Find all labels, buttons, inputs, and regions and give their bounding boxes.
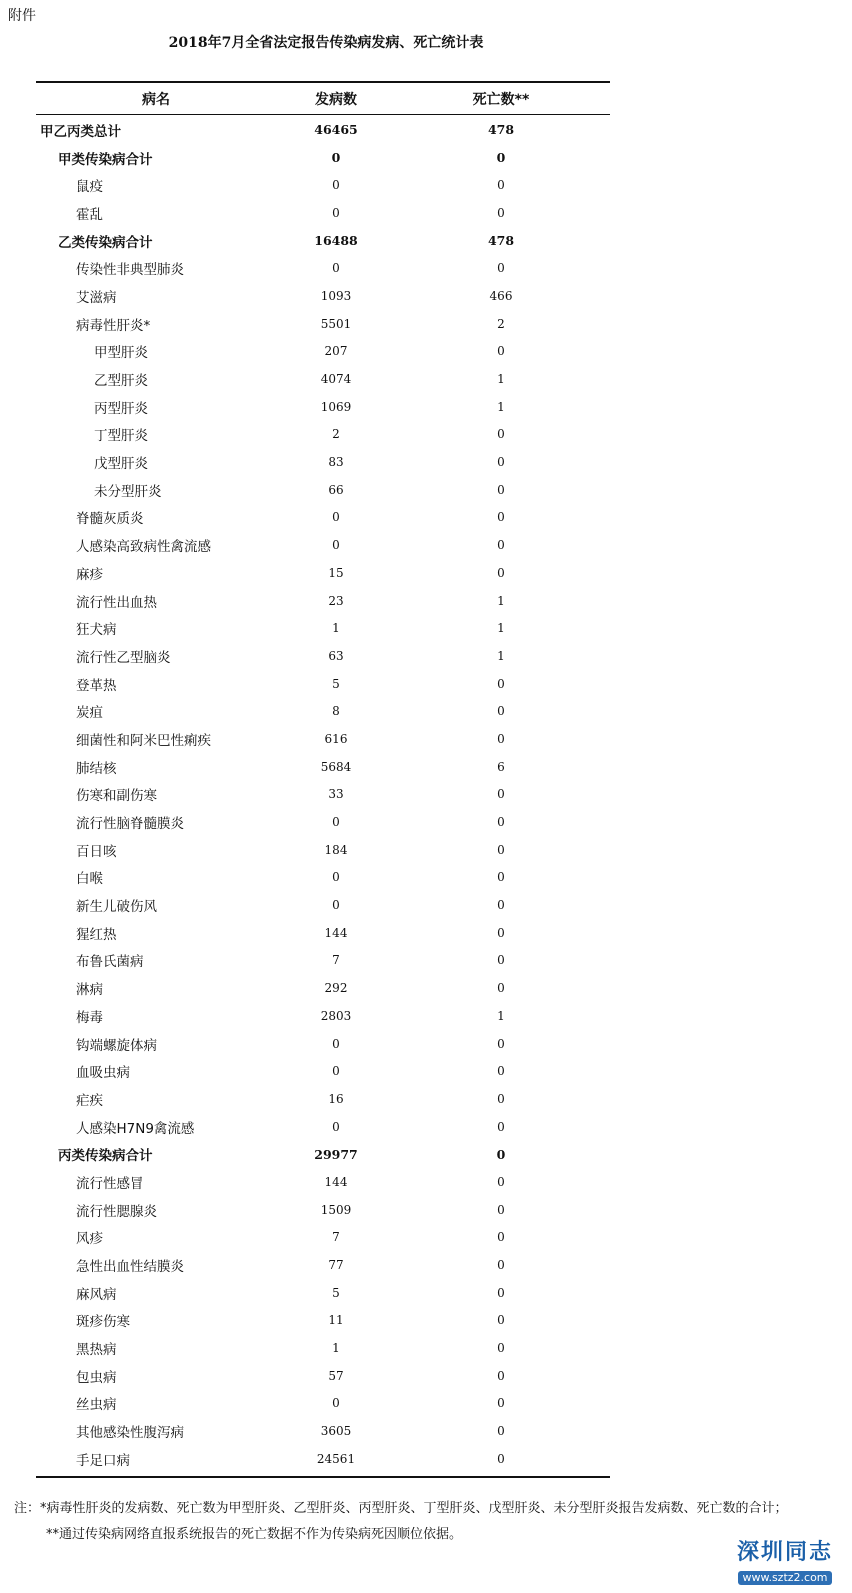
cases-cell: 0 [332, 870, 340, 885]
disease-name-cell: 甲型肝炎 [94, 345, 148, 362]
table-row [36, 504, 610, 532]
deaths-cell: 0 [497, 731, 505, 746]
table-row [36, 1307, 610, 1335]
cases-cell: 8 [332, 704, 340, 719]
table-row [36, 144, 610, 172]
watermark-url: www.sztz2.com [738, 1571, 831, 1585]
deaths-cell: 1 [497, 621, 505, 636]
table-row [36, 725, 610, 753]
watermark-name: 深圳同志 [736, 1540, 833, 1565]
cases-cell: 0 [332, 1036, 340, 1051]
deaths-cell: 6 [497, 759, 505, 774]
table-row [36, 1113, 610, 1141]
deaths-cell: 0 [497, 261, 505, 276]
deaths-cell: 0 [497, 1396, 505, 1411]
disease-name-cell: 血吸虫病 [76, 1065, 130, 1082]
deaths-cell: 0 [497, 1119, 505, 1134]
deaths-cell: 0 [497, 815, 505, 830]
disease-name-cell: 疟疾 [76, 1092, 103, 1109]
table-row [36, 1224, 610, 1252]
page-title: 2018年7月全省法定报告传染病发病、死亡统计表 [168, 35, 484, 51]
cases-cell: 0 [332, 510, 340, 525]
cases-cell: 1 [332, 621, 340, 636]
deaths-cell: 1 [497, 372, 505, 387]
cases-cell: 0 [331, 150, 341, 166]
deaths-cell: 0 [497, 1341, 505, 1356]
disease-name-cell: 黑热病 [76, 1342, 117, 1359]
cases-cell: 57 [328, 1368, 344, 1383]
table-row [36, 587, 610, 615]
table-row [36, 199, 610, 227]
disease-name-cell: 伤寒和副伤寒 [76, 788, 157, 805]
deaths-cell: 0 [497, 1258, 505, 1273]
deaths-cell: 0 [497, 787, 505, 802]
table-row [36, 1251, 610, 1279]
disease-name-cell: 钩端螺旋体病 [76, 1037, 157, 1054]
deaths-cell: 0 [497, 178, 505, 193]
disease-name-cell: 白喉 [76, 871, 103, 888]
disease-name-cell: 斑疹伤寒 [76, 1314, 130, 1331]
disease-name-cell: 急性出血性结膜炎 [76, 1259, 184, 1276]
deaths-cell: 1 [497, 648, 505, 663]
table-row [36, 254, 610, 282]
deaths-cell: 0 [497, 205, 505, 220]
table-row [36, 476, 610, 504]
table-row [36, 753, 610, 781]
disease-name-cell: 风疹 [76, 1231, 103, 1248]
deaths-cell: 0 [497, 510, 505, 525]
table-row [36, 393, 610, 421]
cases-cell: 11 [328, 1313, 344, 1328]
table-row [36, 1140, 610, 1168]
deaths-cell: 1 [497, 1008, 505, 1023]
deaths-cell: 1 [497, 399, 505, 414]
disease-name-cell: 流行性脑脊髓膜炎 [76, 816, 184, 833]
table-row [36, 974, 610, 1002]
cases-cell: 63 [328, 648, 344, 663]
deaths-cell: 0 [497, 482, 505, 497]
table-row [36, 171, 610, 199]
table-row [36, 1057, 610, 1085]
table-row [36, 1002, 610, 1030]
disease-name-cell: 丝虫病 [76, 1397, 117, 1414]
cases-cell: 1 [332, 1341, 340, 1356]
deaths-cell: 0 [497, 981, 505, 996]
table-row [36, 365, 610, 393]
disease-name-cell: 丙类传染病合计 [58, 1148, 153, 1165]
table-row [36, 1390, 610, 1418]
disease-name-cell: 狂犬病 [76, 622, 117, 639]
deaths-cell: 0 [497, 704, 505, 719]
deaths-cell: 0 [497, 1202, 505, 1217]
table-row [36, 614, 610, 642]
disease-name-cell: 脊髓灰质炎 [76, 511, 144, 528]
table-row [36, 642, 610, 670]
deaths-cell: 0 [497, 925, 505, 940]
table-row [36, 282, 610, 310]
cases-cell: 15 [328, 565, 344, 580]
cases-cell: 0 [332, 538, 340, 553]
cases-cell: 0 [332, 1396, 340, 1411]
cases-cell: 292 [324, 981, 348, 996]
deaths-cell: 0 [497, 842, 505, 857]
table-row [36, 227, 610, 255]
disease-name-cell: 梅毒 [76, 1009, 103, 1026]
disease-name-cell: 霍乱 [76, 206, 103, 223]
cases-cell: 5501 [320, 316, 352, 331]
cases-cell: 5 [332, 676, 340, 691]
disease-name-cell: 新生儿破伤风 [76, 899, 157, 916]
deaths-cell: 478 [487, 122, 515, 138]
cases-cell: 0 [332, 261, 340, 276]
table-row [36, 947, 610, 975]
disease-name-cell: 流行性腮腺炎 [76, 1203, 157, 1220]
table-row [36, 1334, 610, 1362]
deaths-cell: 0 [497, 953, 505, 968]
table-row [36, 1168, 610, 1196]
cases-cell: 4074 [320, 372, 352, 387]
disease-name-cell: 艾滋病 [76, 289, 117, 306]
deaths-cell: 0 [497, 538, 505, 553]
table-bottom-rule [36, 1476, 610, 1478]
disease-name-cell: 百日咳 [76, 843, 117, 860]
cases-cell: 46465 [314, 122, 358, 138]
cases-cell: 29977 [314, 1146, 358, 1162]
table-row [36, 1085, 610, 1113]
cases-cell: 2803 [320, 1008, 352, 1023]
table-row [36, 836, 610, 864]
cases-cell: 207 [324, 344, 348, 359]
disease-name-cell: 未分型肝炎 [94, 483, 162, 500]
deaths-cell: 0 [497, 1285, 505, 1300]
deaths-cell: 478 [487, 233, 515, 249]
disease-name-cell: 病毒性肝炎* [76, 317, 151, 334]
table-row [36, 421, 610, 449]
deaths-cell: 0 [497, 1230, 505, 1245]
footnote-deaths: **通过传染病网络直报系统报告的死亡数据不作为传染病死因顺位依据。 [46, 1527, 463, 1542]
table-row [36, 1030, 610, 1058]
cases-cell: 5 [332, 1285, 340, 1300]
cases-cell: 83 [328, 455, 344, 470]
cases-cell: 144 [324, 925, 348, 940]
disease-name-cell: 乙型肝炎 [94, 373, 148, 390]
watermark-logo [726, 1540, 844, 1585]
cases-cell: 0 [332, 1119, 340, 1134]
table-row [36, 338, 610, 366]
disease-name-cell: 人感染H7N9禽流感 [76, 1120, 195, 1137]
attachment-label: 附件 [8, 8, 36, 24]
disease-name-cell: 甲类传染病合计 [58, 151, 153, 168]
footnote-hepatitis: 注：*病毒性肝炎的发病数、死亡数为甲型肝炎、乙型肝炎、丙型肝炎、丁型肝炎、戊型肝炎、未分型肝炎报告发病数、死亡数的合计； [14, 1501, 788, 1516]
table-row [36, 864, 610, 892]
deaths-cell: 0 [497, 1064, 505, 1079]
cases-cell: 144 [324, 1174, 348, 1189]
table-row [36, 310, 610, 338]
disease-name-cell: 乙类传染病合计 [58, 234, 153, 251]
cases-cell: 77 [328, 1258, 344, 1273]
deaths-cell: 0 [497, 1091, 505, 1106]
table-body [36, 115, 610, 1476]
statistics-table [36, 81, 610, 1478]
table-row [36, 531, 610, 559]
disease-name-cell: 细菌性和阿米巴性痢疾 [76, 732, 211, 749]
disease-name-cell: 鼠疫 [76, 179, 103, 196]
footnotes [14, 1496, 844, 1548]
table-row [36, 919, 610, 947]
table-row [36, 1196, 610, 1224]
deaths-cell: 0 [497, 1424, 505, 1439]
deaths-cell: 0 [497, 1368, 505, 1383]
cases-cell: 24561 [316, 1451, 356, 1466]
disease-name-cell: 流行性乙型脑炎 [76, 649, 171, 666]
cases-cell: 33 [328, 787, 344, 802]
deaths-cell: 0 [497, 427, 505, 442]
disease-name-cell: 猩红热 [76, 926, 117, 943]
disease-name-cell: 包虫病 [76, 1369, 117, 1386]
disease-name-cell: 炭疽 [76, 705, 103, 722]
disease-name-cell: 肺结核 [76, 760, 117, 777]
disease-name-cell: 登革热 [76, 677, 117, 694]
disease-name-cell: 丁型肝炎 [94, 428, 148, 445]
cases-cell: 3605 [320, 1424, 352, 1439]
column-header-cases: 发病数 [315, 91, 357, 108]
disease-name-cell: 流行性感冒 [76, 1175, 144, 1192]
deaths-cell: 0 [497, 1313, 505, 1328]
table-row [36, 1362, 610, 1390]
table-row [36, 808, 610, 836]
cases-cell: 1093 [320, 288, 352, 303]
disease-name-cell: 麻风病 [76, 1286, 117, 1303]
cases-cell: 16 [328, 1091, 344, 1106]
cases-cell: 7 [332, 953, 340, 968]
disease-name-cell: 流行性出血热 [76, 594, 157, 611]
deaths-cell: 0 [497, 898, 505, 913]
cases-cell: 7 [332, 1230, 340, 1245]
table-header-row [36, 83, 610, 114]
disease-name-cell: 人感染高致病性禽流感 [76, 539, 211, 556]
deaths-cell: 0 [497, 1451, 505, 1466]
deaths-cell: 0 [496, 1146, 506, 1162]
table-row [36, 697, 610, 725]
cases-cell: 0 [332, 205, 340, 220]
cases-cell: 0 [332, 898, 340, 913]
table-row [36, 559, 610, 587]
deaths-cell: 0 [497, 565, 505, 580]
deaths-cell: 2 [497, 316, 505, 331]
disease-name-cell: 布鲁氏菌病 [76, 954, 144, 971]
cases-cell: 2 [332, 427, 340, 442]
disease-name-cell: 麻疹 [76, 566, 103, 583]
disease-name-cell: 戊型肝炎 [94, 456, 148, 473]
cases-cell: 0 [332, 815, 340, 830]
table-row [36, 116, 610, 144]
cases-cell: 184 [324, 842, 348, 857]
cases-cell: 1509 [320, 1202, 352, 1217]
cases-cell: 23 [328, 593, 344, 608]
table-row [36, 670, 610, 698]
deaths-cell: 0 [497, 455, 505, 470]
table-row [36, 1445, 610, 1473]
cases-cell: 0 [332, 1064, 340, 1079]
cases-cell: 5684 [320, 759, 352, 774]
disease-name-cell: 甲乙丙类总计 [40, 123, 121, 140]
table-row [36, 1417, 610, 1445]
disease-name-cell: 丙型肝炎 [94, 400, 148, 417]
deaths-cell: 1 [497, 593, 505, 608]
cases-cell: 1069 [320, 399, 352, 414]
cases-cell: 16488 [314, 233, 358, 249]
cases-cell: 66 [328, 482, 344, 497]
column-header-disease: 病名 [142, 91, 170, 108]
deaths-cell: 0 [497, 1036, 505, 1051]
cases-cell: 616 [324, 731, 348, 746]
deaths-cell: 0 [497, 676, 505, 691]
table-row [36, 1279, 610, 1307]
deaths-cell: 0 [497, 870, 505, 885]
deaths-cell: 0 [496, 150, 506, 166]
table-row [36, 448, 610, 476]
table-row [36, 781, 610, 809]
column-header-deaths: 死亡数** [472, 91, 530, 108]
table-row [36, 891, 610, 919]
deaths-cell: 0 [497, 1174, 505, 1189]
disease-name-cell: 传染性非典型肺炎 [76, 262, 184, 279]
disease-name-cell: 其他感染性腹泻病 [76, 1425, 184, 1442]
deaths-cell: 0 [497, 344, 505, 359]
disease-name-cell: 手足口病 [76, 1452, 130, 1469]
cases-cell: 0 [332, 178, 340, 193]
deaths-cell: 466 [489, 288, 513, 303]
disease-name-cell: 淋病 [76, 982, 103, 999]
